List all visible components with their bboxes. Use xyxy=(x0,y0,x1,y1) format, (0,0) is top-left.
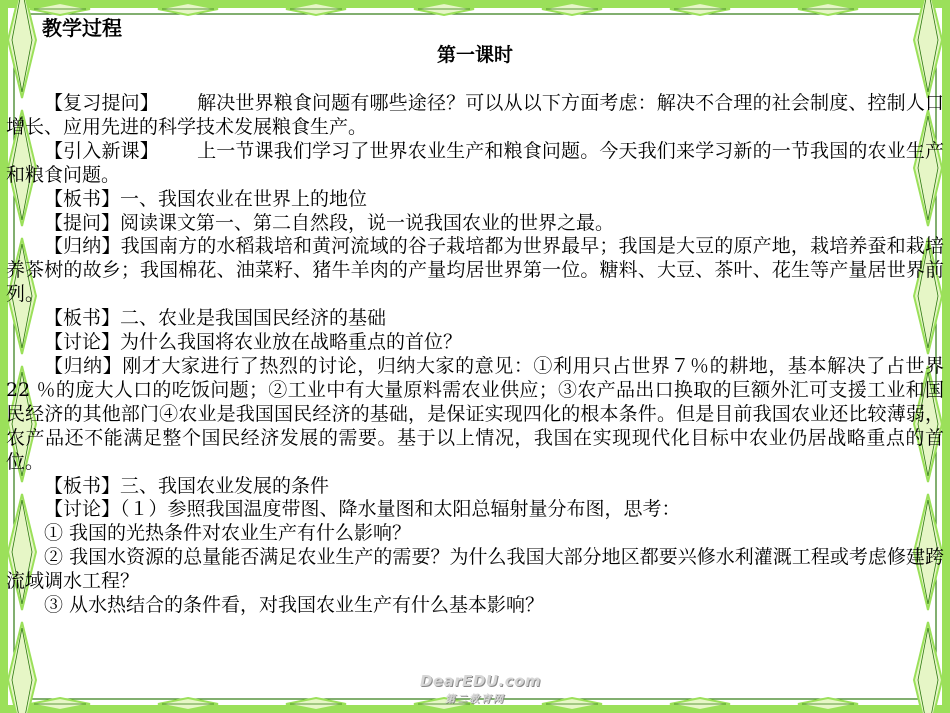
lesson-paragraph xyxy=(6,498,944,522)
paragraph-text: 二、农业是我国国民经济的基础 xyxy=(120,307,387,330)
paragraph-label: 【复习提问】 xyxy=(44,92,159,114)
lesson-paragraph xyxy=(6,355,944,475)
lesson-paragraph xyxy=(6,140,944,188)
paragraph-text: ③ 从水热结合的条件看，对我国农业生产有什么基本影响？ xyxy=(44,594,545,617)
lesson-paragraph xyxy=(6,188,944,212)
paragraph-label: 【归纳】 xyxy=(44,235,121,258)
paragraph-text: 为什么我国将农业放在战略重点的首位？ xyxy=(120,331,463,354)
paragraph-text: 一、我国农业在世界上的地位 xyxy=(120,187,368,210)
lesson-paragraph xyxy=(6,212,944,236)
paragraph-label: 【板书】 xyxy=(44,474,121,497)
lesson-paragraph xyxy=(6,522,944,546)
lesson-paragraph xyxy=(6,331,944,355)
lesson-paragraph xyxy=(6,594,944,618)
paragraph-text: 上一节课我们学习了世界农业生产和粮食问题。今天我们来学习新的一节我国的农业生产和粮食问题。 xyxy=(6,139,944,186)
watermark-line-1: DearEDU.com xyxy=(420,672,542,690)
paragraph-label: 【引入新课】 xyxy=(44,139,159,162)
lesson-paragraph xyxy=(6,92,944,140)
paragraph-text: 三、我国农业发展的条件 xyxy=(120,474,330,497)
paragraph-label: 【讨论】 xyxy=(44,331,121,354)
section-heading: 教学过程 xyxy=(42,16,122,40)
paragraph-label: 【归纳】 xyxy=(44,354,123,377)
paragraph-text: 我国南方的水稻栽培和黄河流域的谷子栽培都为世界最早；我国是大豆的原产地，栽培养蚕和栽培养茶树的故乡；我国棉花、油菜籽、猪牛羊肉的产量均居世界第一位。糖料、大豆、茶叶、花生等产量居世界前列。 xyxy=(6,235,944,306)
paragraph-label: 【提问】 xyxy=(44,211,121,234)
paragraph-text: 阅读课文第一、第二自然段，说一说我国农业的世界之最。 xyxy=(120,211,615,234)
watermark-line-2: 第二教育网 xyxy=(445,694,505,705)
lesson-body xyxy=(6,92,944,618)
lesson-paragraph xyxy=(6,307,944,331)
paragraph-label: 【板书】 xyxy=(44,187,121,210)
paragraph-text: 刚才大家进行了热烈的讨论，归纳大家的意见：①利用只占世界７％的耕地，基本解决了占世界 22 ％的庞大人口的吃饭问题；②工业中有大量原料需农业供应；③农产品出口换取的巨额外汇可支援工业和国民经济的其他部门④农业是我国国民经济的基础，是保证实现四化的根本条件。但是目前我国农业还比较薄弱，农产品还不能满足整个国民经济发展的需要。基于以上情况，我国在实现现代化目标中农业仍居战略重点的首位。 xyxy=(6,354,944,473)
lesson-paragraph xyxy=(6,475,944,499)
paragraph-text: ① 我国的光热条件对农业生产有什么影响？ xyxy=(44,522,412,545)
paragraph-text: （１）参照我国温度带图、降水量图和太阳总辐射量分布图，思考： xyxy=(120,498,681,521)
paragraph-label: 【板书】 xyxy=(44,307,121,330)
lesson-paragraph xyxy=(6,546,944,594)
paragraph-label: 【讨论】 xyxy=(44,498,121,521)
paragraph-text: 解决世界粮食问题有哪些途径？可以从以下方面考虑：解决不合理的社会制度、控制人口增长、应用先进的科学技术发展粮食生产。 xyxy=(6,92,944,138)
paragraph-text: ② 我国水资源的总量能否满足农业生产的需要？为什么我国大部分地区都要兴修水利灌溉工程或考虑修建跨流域调水工程？ xyxy=(6,546,944,593)
lesson-title: 第一课时 xyxy=(436,44,513,66)
lesson-paragraph xyxy=(6,235,944,307)
